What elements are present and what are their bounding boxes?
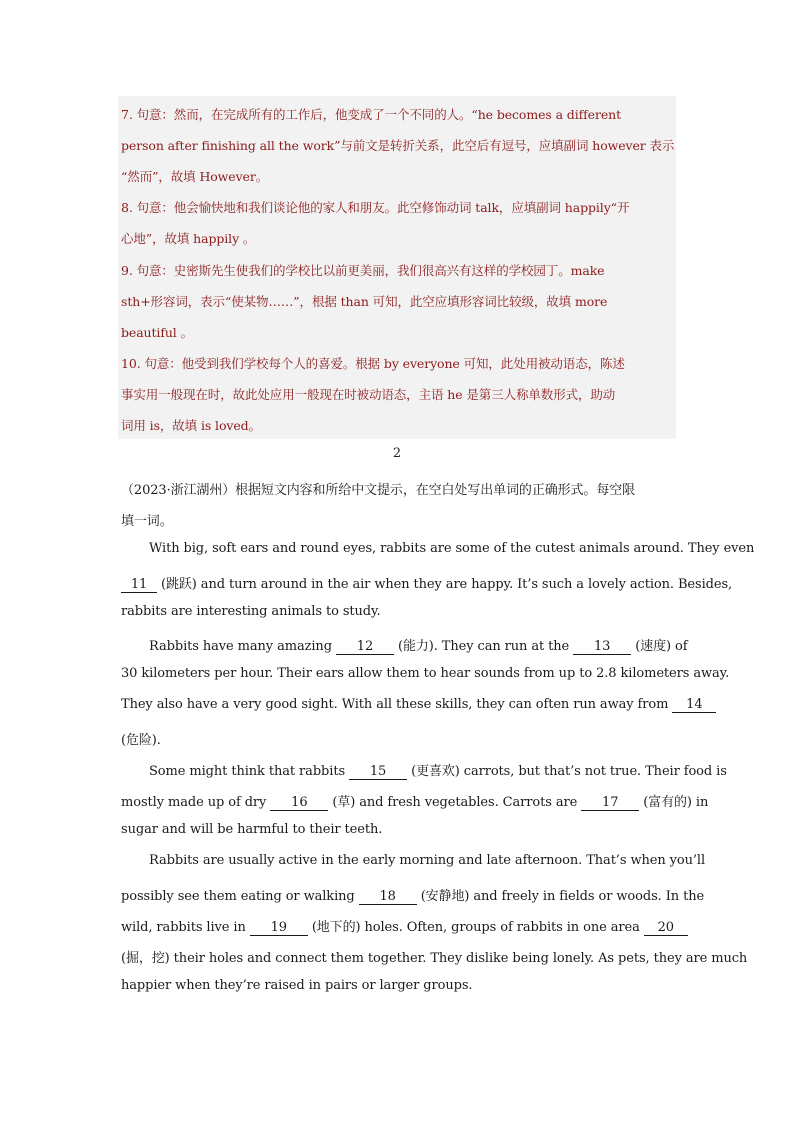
- answer-7-line-1: 7. 句意：然而，在完成所有的工作后，他变成了一个不同的人。“he becomes a different: [121, 107, 621, 122]
- blank-16[interactable]: 16: [270, 796, 328, 811]
- blank-17[interactable]: 17: [581, 796, 639, 811]
- passage-text: Rabbits have many amazing: [149, 639, 336, 654]
- blank-11[interactable]: 11: [121, 578, 157, 593]
- answer-9-line-3: beautiful 。: [121, 325, 193, 340]
- answer-7-line-2: person after finishing all the work”与前文是转折关系，此空后有逗号，应填副词 however 表示: [121, 138, 675, 153]
- answer-10-line-2: 事实用一般现在时，故此处应用一般现在时被动语态，主语 he 是第三人称单数形式，助动: [121, 387, 616, 402]
- answer-9-line-1: 9. 句意：史密斯先生使我们的学校比以前更美丽，我们很高兴有这样的学校园丁。make: [121, 263, 605, 278]
- passage-text: (安静地) and freely in fields or woods. In the: [416, 889, 705, 904]
- passage-text: Some might think that rabbits: [149, 764, 350, 779]
- passage-p4-line-1: Rabbits are usually active in the early morning and late afternoon. That’s when you’ll: [149, 853, 706, 868]
- passage-p1-line-2: [121, 573, 732, 593]
- blank-12[interactable]: 12: [336, 640, 394, 655]
- passage-p3-line-3: sugar and will be harmful to their teeth.: [121, 822, 383, 837]
- passage-text: (速度) of: [631, 639, 688, 654]
- answer-10-line-3: 词用 is，故填 is loved。: [121, 418, 261, 433]
- instruction-line-2: 填一词。: [121, 514, 173, 529]
- passage-p2-line-2: 30 kilometers per hour. Their ears allow them to hear sounds from up to 2.8 kilometers away.: [121, 666, 730, 681]
- answer-10-line-1: 10. 句意：他受到我们学校每个人的喜爱。根据 by everyone 可知，此处用被动语态，陈述: [121, 356, 625, 371]
- blank-15[interactable]: 15: [349, 765, 407, 780]
- passage-text: (更喜欢) carrots, but that’s not true. Their food is: [407, 764, 727, 779]
- passage-p2-line-4: (危险).: [121, 733, 161, 748]
- blank-20[interactable]: 20: [644, 921, 688, 936]
- answer-7-line-3: “然而”，故填 However。: [121, 169, 269, 184]
- passage-p2-line-3: [121, 697, 716, 713]
- passage-p3-line-1: [149, 760, 727, 780]
- passage-p4-line-2: [121, 885, 704, 905]
- passage-text: (草) and fresh vegetables. Carrots are: [328, 795, 582, 810]
- page-number: 2: [392, 446, 402, 461]
- passage-text: (跳跃) and turn around in the air when they are happy. It’s such a lovely action. Besides,: [157, 577, 733, 592]
- passage-text: (能力). They can run at the: [393, 639, 574, 654]
- blank-13[interactable]: 13: [573, 640, 631, 655]
- passage-text: wild, rabbits live in: [121, 920, 250, 935]
- passage-p3-line-2: [121, 791, 708, 811]
- passage-text: possibly see them eating or walking: [121, 889, 359, 904]
- passage-text: (地下的) holes. Often, groups of rabbits in one area: [307, 920, 644, 935]
- passage-text: mostly made up of dry: [121, 795, 271, 810]
- instruction-line-1: （2023·浙江湖州）根据短文内容和所给中文提示，在空白处写出单词的正确形式。每空限: [121, 483, 636, 498]
- blank-19[interactable]: 19: [250, 921, 308, 936]
- answer-9-line-2: sth+形容词，表示“使某物……”，根据 than 可知，此空应填形容词比较级，故填 more: [121, 294, 608, 309]
- answer-8-line-2: 心地”，故填 happily 。: [121, 231, 256, 246]
- passage-p4-line-5: happier when they’re raised in pairs or larger groups.: [121, 978, 473, 993]
- passage-p4-line-4: (掘，挖) their holes and connect them together. They dislike being lonely. As pets, they are much: [121, 951, 748, 966]
- passage-text: They also have a very good sight. With all these skills, they can often run away from: [121, 697, 673, 712]
- passage-p2-line-1: [149, 635, 687, 655]
- passage-p1-line-1: With big, soft ears and round eyes, rabbits are some of the cutest animals around. They even: [149, 541, 755, 556]
- passage-p4-line-3: [121, 916, 688, 936]
- passage-text: (富有的) in: [639, 795, 709, 810]
- blank-18[interactable]: 18: [359, 890, 417, 905]
- blank-14[interactable]: 14: [672, 698, 716, 713]
- answer-8-line-1: 8. 句意：他会愉快地和我们谈论他的家人和朋友。此空修饰动词 talk，应填副词 happily“开: [121, 200, 630, 215]
- passage-p1-line-3: rabbits are interesting animals to study.: [121, 604, 381, 619]
